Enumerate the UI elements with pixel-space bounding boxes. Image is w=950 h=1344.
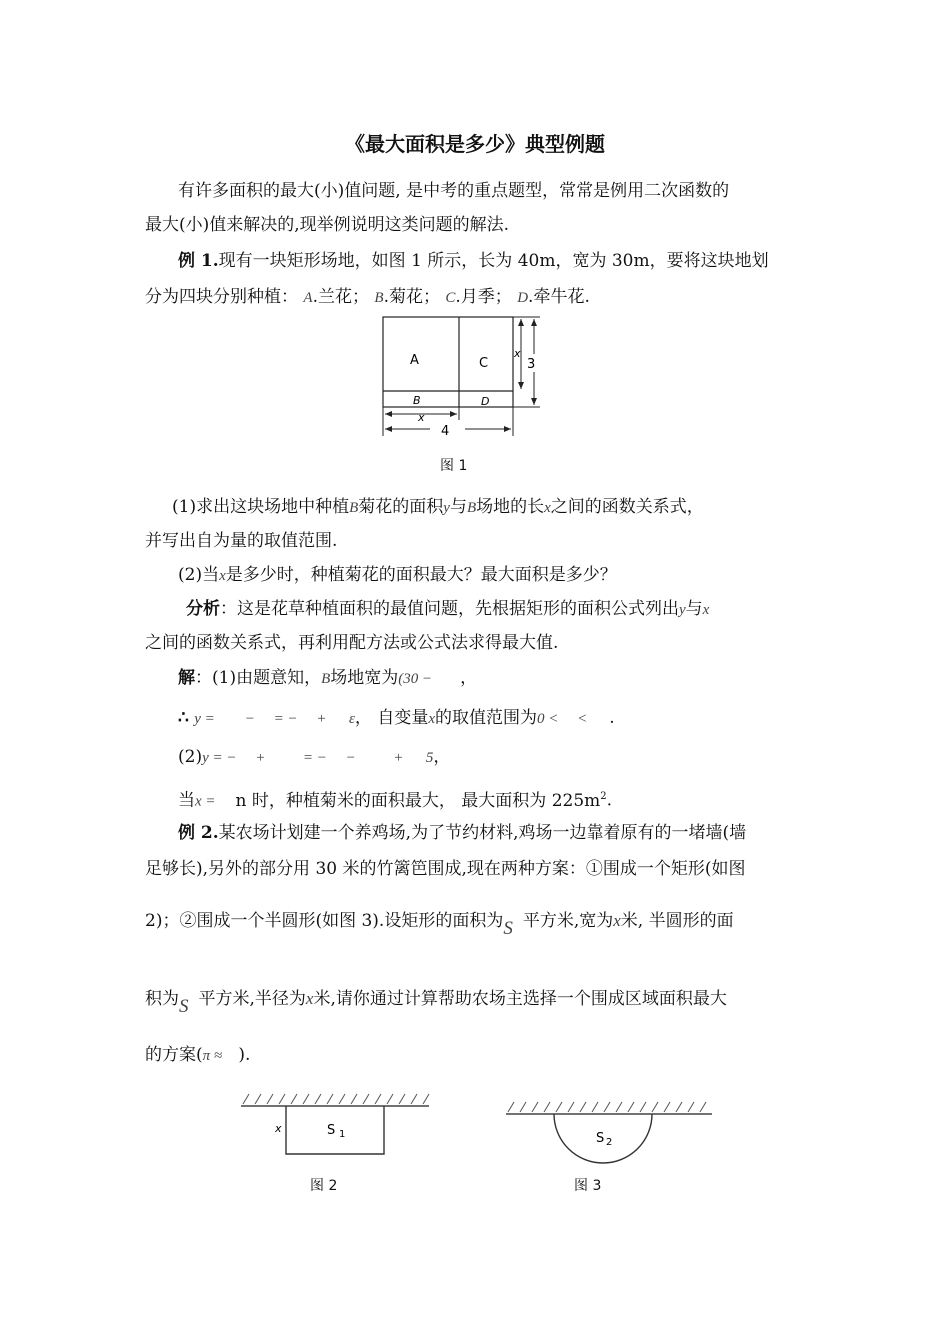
solution-text-1: ：(1)由题意知， — [195, 668, 322, 688]
analysis-var-x: x — [702, 602, 710, 618]
option-d-text: .牵牛花. — [528, 287, 590, 307]
solution-line-2 — [178, 707, 615, 730]
region-d-label: D — [481, 395, 490, 408]
wall-hatching — [508, 1102, 706, 1112]
solution-line-4 — [178, 786, 612, 813]
figure-2-caption: 图 2 — [310, 1178, 338, 1194]
example-1-line-1 — [178, 250, 769, 272]
analysis-text-1: ：这是花草种植面积的最值问题，先根据矩形的面积公式列出 — [220, 599, 679, 619]
solution-line-1 — [178, 667, 477, 690]
example-2-text-4: 平方米,宽为 — [522, 911, 614, 931]
figure-2-s-sub: 1 — [339, 1129, 346, 1140]
region-c-label: C — [479, 356, 489, 371]
arrow-head — [531, 398, 537, 405]
option-a-text: .兰花； — [312, 287, 369, 307]
example-1-text-2: 分为四块分别种植： — [145, 287, 298, 307]
figure-2 — [235, 1090, 435, 1172]
example-2-text-5: 米, 半圆形的面 — [620, 911, 734, 931]
figure-3-caption: 图 3 — [574, 1178, 602, 1194]
solution-var-x: x — [428, 711, 435, 727]
q1-text-5: 之间的函数关系式， — [550, 497, 704, 517]
q1-text-3: 与 — [449, 497, 467, 517]
q2-text-2: 是多少时，种植菊花的面积最大？最大面积是多少？ — [225, 565, 617, 585]
example-2-text-10: ). — [222, 1045, 251, 1065]
region-a-label: A — [410, 353, 419, 368]
example-1-line-2 — [145, 286, 590, 309]
solution-text-5: 的取值范围为 — [435, 708, 537, 728]
analysis-label: 分析 — [186, 599, 220, 619]
example-2-line-4 — [145, 988, 727, 1017]
solution-expr-x: x = — [195, 793, 216, 810]
solution-sup: 2 — [600, 791, 607, 802]
q1-text-1: (1)求出这块场地中种植 — [172, 497, 350, 517]
figure-3-s-sub: 2 — [606, 1137, 613, 1148]
solution-label: 解 — [178, 668, 195, 688]
example-2-text-8: 米,请你通过计算帮助农场主选择一个围成区域面积最大 — [313, 989, 727, 1009]
solution-end-2: ， — [433, 747, 451, 767]
example-1-label: 例 1. — [178, 251, 219, 271]
q2-text-1: (2)当 — [178, 565, 220, 585]
solution-text-3: ， — [460, 668, 478, 688]
analysis-line-1 — [186, 598, 709, 621]
arrow-head — [518, 319, 524, 326]
q1-var-y: y — [443, 500, 450, 516]
q1-text-2: 菊花的面积 — [358, 497, 444, 517]
example-2-line-1 — [178, 822, 746, 844]
figure-3 — [500, 1098, 720, 1168]
q1-text-4: 场地的长 — [476, 497, 545, 517]
option-c-text: .月季； — [455, 287, 512, 307]
example-2-text-3: 2)；②围成一个半圆形(如图 3).设矩形的面积为 — [145, 911, 504, 931]
example-2-label: 例 2. — [178, 823, 219, 843]
page-title: 《最大面积是多少》典型例题 — [345, 132, 605, 156]
solution-text-2: 场地宽为 — [330, 668, 399, 688]
solution-line-3 — [178, 746, 450, 769]
wall-hatching — [243, 1094, 429, 1104]
example-2-var-x2: x — [305, 989, 314, 1008]
figure-2-x-label: x — [275, 1122, 282, 1135]
intro-line-1: 有许多面积的最大(小)值问题, 是中考的重点题型，常常是例用二次函数的 — [178, 181, 730, 201]
figure-3-s-label: S — [596, 1131, 605, 1146]
example-2-text-7: 平方米,半径为 — [198, 989, 306, 1009]
example-2-line-3 — [145, 910, 734, 939]
q1-var-b: B — [349, 500, 359, 516]
example-2-text-9: 的方案( — [145, 1045, 203, 1065]
q1-var-b2: B — [466, 500, 477, 516]
solution-var-b: B — [321, 671, 331, 687]
example-2-text-1: 某农场计划建一个养鸡场,为了节约材料,鸡场一边靠着原有的一堵墙(墙 — [218, 823, 747, 843]
arrow-head — [385, 426, 392, 432]
solution-expr-completed-square: y = − + = − − + 5 — [202, 750, 434, 766]
question-1-line-2: 并写出自为量的取值范围. — [145, 531, 338, 551]
q1-var-x: x — [544, 500, 551, 516]
solution-expr-y: y = − = − + ε — [194, 711, 355, 727]
figure-1 — [370, 310, 550, 440]
solution-text-4: ， 自变量 — [354, 708, 429, 728]
arrow-head — [504, 426, 511, 432]
example-2-var-s2: S — [179, 996, 189, 1017]
example-2-text-6: 积为 — [145, 989, 179, 1009]
solution-text-7: n 时，种植菊米的面积最大， 最大面积为 225m — [235, 790, 601, 811]
example-2-pi-approx: π ≈ — [202, 1048, 223, 1064]
dim-4-label: 4 — [441, 424, 450, 439]
option-b-var: B — [374, 290, 384, 306]
analysis-text-2: 与 — [685, 599, 703, 619]
option-a-var: A — [303, 290, 313, 306]
dim-x-side-label: x — [514, 347, 521, 360]
figure-1-caption: 图 1 — [440, 458, 468, 474]
intro-line-2: 最大(小)值来解决的,现举例说明这类问题的解法. — [145, 215, 510, 235]
dim-x-bottom-label: x — [418, 411, 425, 424]
dim-3-label: 3 — [527, 357, 536, 372]
example-2-line-5 — [145, 1044, 250, 1067]
arrow-head — [385, 411, 392, 417]
figure-2-s-label: S — [327, 1123, 336, 1138]
option-d-var: D — [517, 290, 529, 306]
example-2-line-2: 足够长),另外的部分用 30 米的竹篱笆围成,现在两种方案：①围成一个矩形(如图 — [145, 859, 746, 879]
option-b-text: .菊花； — [383, 287, 440, 307]
option-c-var: C — [445, 290, 456, 306]
therefore-symbol: ∴ — [178, 708, 189, 728]
arrow-head — [518, 382, 524, 389]
q2-var-x: x — [219, 568, 226, 584]
solution-expr-width: (30 − — [398, 671, 433, 687]
solution-range-expr: 0 < < — [537, 711, 588, 727]
example-2-var-x: x — [613, 911, 621, 930]
region-b-label: B — [413, 394, 421, 407]
analysis-var-y: y — [679, 602, 686, 618]
example-1-text: 现有一块矩形场地，如图 1 所示，长为 40m，宽为 30m，要将这块地划 — [218, 251, 769, 271]
example-2-var-s1: S — [503, 918, 513, 939]
question-2-line — [178, 564, 617, 587]
solution-text-6: 当 — [178, 790, 195, 811]
solution-end: . — [609, 708, 615, 728]
solution-end-3: . — [606, 790, 613, 811]
field-rect — [383, 317, 513, 407]
question-1-line-1 — [172, 496, 704, 519]
solution-part-2-label: (2) — [178, 747, 203, 767]
analysis-line-2: 之间的函数关系式，再利用配方法或公式法求得最大值. — [145, 633, 559, 653]
arrow-head — [450, 411, 457, 417]
arrow-head — [531, 319, 537, 326]
